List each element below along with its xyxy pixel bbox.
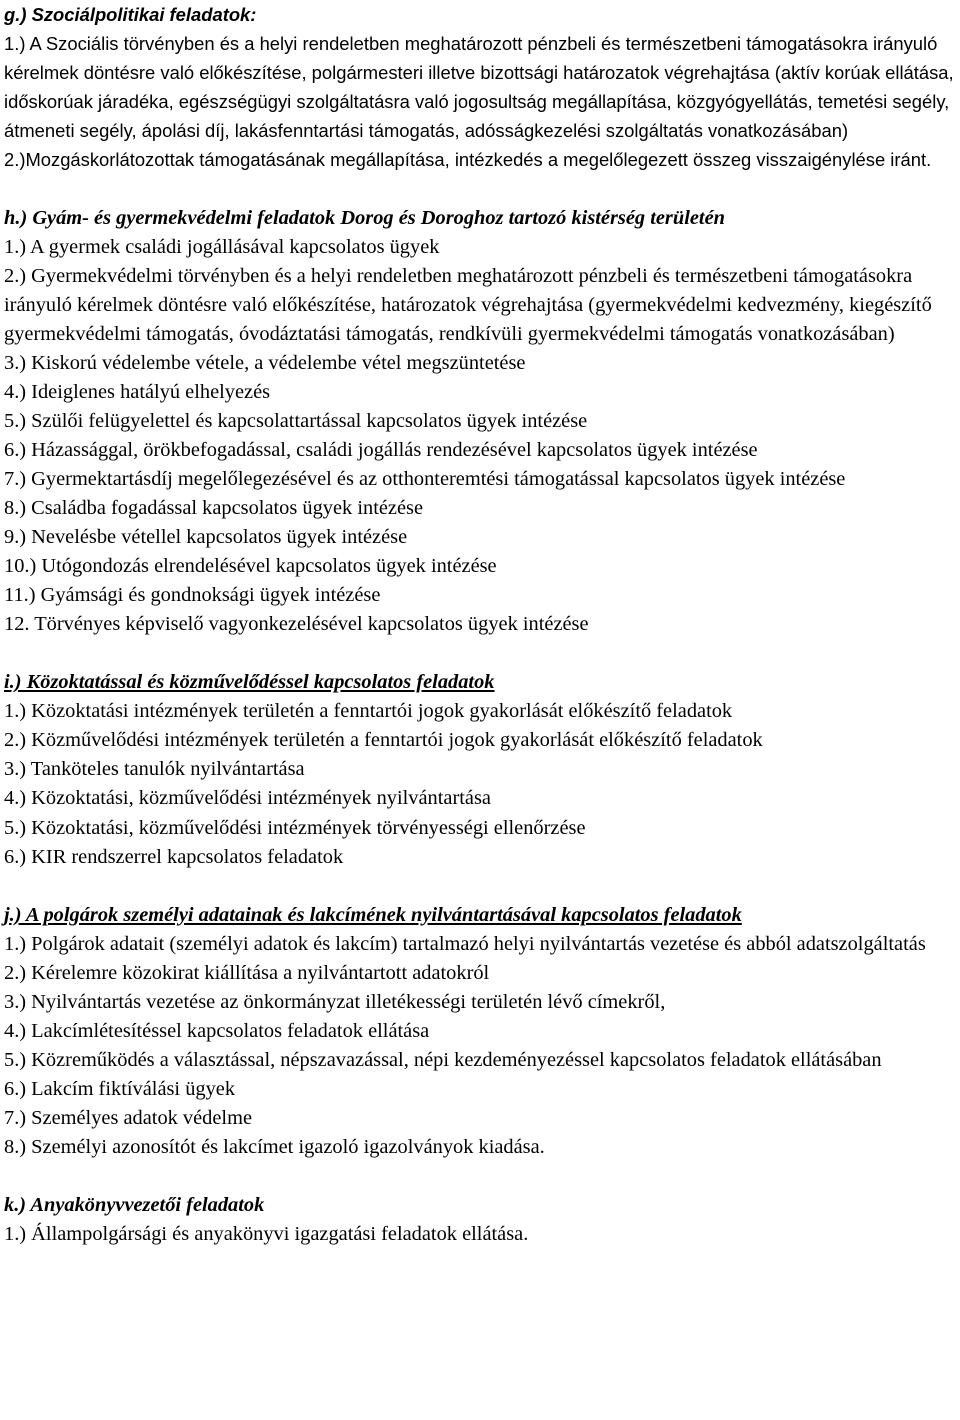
section-item: 6.) Lakcím fiktíválási ügyek [4,1077,236,1100]
section-heading: g.) Szociálpolitikai feladatok: [4,4,257,25]
section-item: 8.) Családba fogadással kapcsolatos ügyek intézése [4,497,424,520]
section-item: 1.) Állampolgársági és anyakönyvi igazgatási feladatok ellátása. [4,1223,529,1246]
section-heading: i.) Közoktatással és közművelődéssel kapcsolatos feladatok [4,671,495,694]
section-item: 3.) Tanköteles tanulók nyilvántartása [4,758,305,781]
section-item: 7.) Személyes adatok védelme [4,1106,252,1129]
section-item: 8.) Személyi azonosítót és lakcímet igazoló igazolványok kiadása. [4,1135,545,1158]
section-h [4,204,956,640]
section-item: 1.) Közoktatási intézmények területén a fenntartói jogok gyakorlását előkészítő feladatok [4,700,733,723]
section-item: 4.) Lakcímlétesítéssel kapcsolatos feladatok ellátása [4,1019,430,1042]
section-item: 1.) A gyermek családi jogállásával kapcsolatos ügyek [4,235,440,258]
section-item: 11.) Gyámsági és gondnoksági ügyek intézése [4,584,381,607]
section-k [4,1191,956,1249]
section-item: 1.) Polgárok adatait (személyi adatok és lakcím) tartalmazó helyi nyilvántartás vezetése és abból adatszolgáltatás [4,932,926,955]
section-item: 5.) Közoktatási, közművelődési intézmények törvényességi ellenőrzése [4,816,586,839]
section-item: 6.) Házassággal, örökbefogadással, családi jogállás rendezésével kapcsolatos ügyek intézése [4,438,758,461]
section-item: 3.) Kiskorú védelembe vétele, a védelembe vétel megszüntetése [4,351,526,374]
section-item: 4.) Ideiglenes hatályú elhelyezés [4,380,271,403]
section-item: 2.) Kérelemre közokirat kiállítása a nyilvántartott adatokról [4,961,490,984]
section-g [4,0,956,175]
section-heading: k.) Anyakönyvvezetői feladatok [4,1194,265,1217]
section-item: 2.) Közművelődési intézmények területén a fenntartói jogok gyakorlását előkészítő feladatok [4,729,763,752]
section-i [4,668,956,871]
section-heading: j.) A polgárok személyi adatainak és lakcímének nyilvántartásával kapcsolatos feladatok [4,903,742,926]
section-item: 4.) Közoktatási, közművelődési intézmények nyilvántartása [4,787,491,810]
section-heading: h.) Gyám- és gyermekvédelmi feladatok Dorog és Doroghoz tartozó kistérség területén [4,206,725,229]
section-item: 3.) Nyilvántartás vezetése az önkormányzat illetékességi területén lévő címekről, [4,990,666,1013]
section-item: 5.) Szülői felügyelettel és kapcsolattartással kapcsolatos ügyek intézése [4,409,588,432]
section-item: 2.)Mozgáskorlátozottak támogatásának megállapítása, intézkedés a megelőlegezett összeg visszaigénylése iránt. [4,149,932,171]
section-j [4,901,956,1162]
section-item: 1.) A Szociális törvényben és a helyi rendeletben meghatározott pénzbeli és természetbeni támogatásokra irányuló kérelmek döntésre való előkészítése, polgármesteri illetve bizottsági határozatok végrehajtása (aktív korúak ellátása, időskorúak járadéka, egészségügyi szolgáltatásra való jogosultság megállapítása, közgyógyellátás, temetési segély, átmeneti segély, ápolási díj, lakásfenntartási támogatás, adósságkezelési szolgáltatás vonatkozásában) [4,33,954,142]
section-item: 12. Törvényes képviselő vagyonkezelésével kapcsolatos ügyek intézése [4,613,589,636]
section-item: 10.) Utógondozás elrendelésével kapcsolatos ügyek intézése [4,555,497,578]
section-item: 7.) Gyermektartásdíj megelőlegezésével és az otthonteremtési támogatással kapcsolatos ügyek intézése [4,467,846,490]
section-item: 9.) Nevelésbe vétellel kapcsolatos ügyek intézése [4,526,408,549]
section-item: 2.) Gyermekvédelmi törvényben és a helyi rendeletben meghatározott pénzbeli és természetbeni támogatásokra irányuló kérelmek döntésre való előkészítése, határozatok végrehajtása (gyermekvédelmi kedvezmény, kiegészítő gyermekvédelmi támogatás, óvodáztatási támogatás, rendkívüli gyermekvédelmi támogatás vonatkozásában) [4,264,932,345]
document-page [4,0,956,1249]
section-item: 6.) KIR rendszerrel kapcsolatos feladatok [4,845,344,868]
section-item: 5.) Közreműködés a választással, népszavazással, népi kezdeményezéssel kapcsolatos feladatok ellátásában [4,1048,882,1071]
